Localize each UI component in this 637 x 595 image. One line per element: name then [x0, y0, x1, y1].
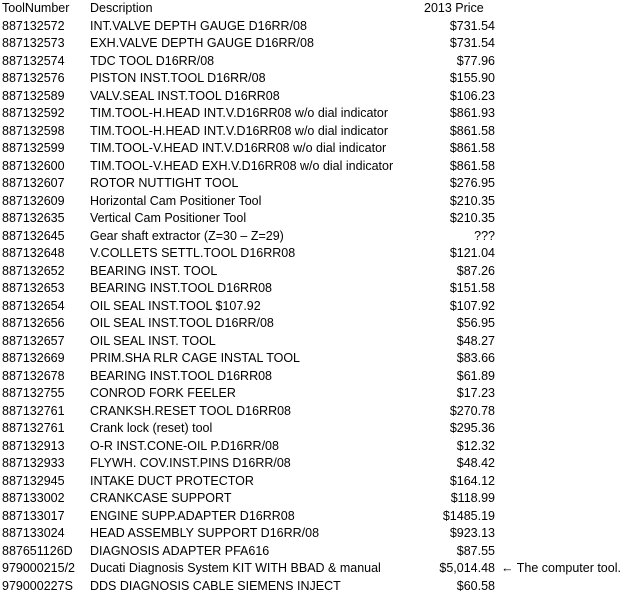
- table-row: [0, 490, 637, 508]
- description-cell: FLYWH. COV.INST.PINS D16RR/08: [90, 455, 291, 473]
- tool-number-cell: 887132592: [2, 105, 65, 123]
- price-cell: $56.95: [457, 315, 495, 333]
- header-tool-number: ToolNumber: [2, 0, 69, 18]
- price-cell: $48.27: [457, 333, 495, 351]
- price-cell: $106.23: [450, 88, 495, 106]
- price-cell: $731.54: [450, 35, 495, 53]
- description-cell: ROTOR NUTTIGHT TOOL: [90, 175, 238, 193]
- tool-number-cell: 887132598: [2, 123, 65, 141]
- description-cell: BEARING INST.TOOL D16RR08: [90, 280, 272, 298]
- price-cell: ???: [474, 228, 495, 246]
- description-cell: CRANKCASE SUPPORT: [90, 490, 231, 508]
- tool-number-cell: 887132933: [2, 455, 65, 473]
- description-cell: DIAGNOSIS ADAPTER PFA616: [90, 543, 269, 561]
- table-row: [0, 263, 637, 281]
- description-cell: TIM.TOOL-H.HEAD INT.V.D16RR08 w/o dial indicator: [90, 123, 388, 141]
- description-cell: OIL SEAL INST.TOOL D16RR/08: [90, 315, 274, 333]
- table-row: [0, 315, 637, 333]
- description-cell: TDC TOOL D16RR/08: [90, 53, 214, 71]
- description-cell: OIL SEAL INST.TOOL $107.92: [90, 298, 261, 316]
- tool-number-cell: 979000227S: [2, 578, 73, 595]
- tool-number-cell: 887651126D: [2, 543, 73, 561]
- table-row: [0, 455, 637, 473]
- tool-number-cell: 887132609: [2, 193, 65, 211]
- price-cell: $118.99: [451, 490, 495, 508]
- table-row: [0, 123, 637, 141]
- table-row: [0, 35, 637, 53]
- price-cell: $270.78: [450, 403, 495, 421]
- tool-number-cell: 887132761: [2, 420, 65, 438]
- table-row: [0, 350, 637, 368]
- tool-number-cell: 887132669: [2, 350, 65, 368]
- price-cell: $83.66: [457, 350, 495, 368]
- table-row: [0, 333, 637, 351]
- table-row: [0, 403, 637, 421]
- table-row: [0, 543, 637, 561]
- price-cell: $107.92: [450, 298, 495, 316]
- tool-number-cell: 887132652: [2, 263, 65, 281]
- description-cell: INT.VALVE DEPTH GAUGE D16RR/08: [90, 18, 307, 36]
- price-cell: $861.58: [450, 158, 495, 176]
- table-row: [0, 368, 637, 386]
- table-row: [0, 210, 637, 228]
- description-cell: O-R INST.CONE-OIL P.D16RR/08: [90, 438, 279, 456]
- tool-number-cell: 887132945: [2, 473, 65, 491]
- tool-number-cell: 887132657: [2, 333, 65, 351]
- price-cell: $87.55: [457, 543, 495, 561]
- description-cell: HEAD ASSEMBLY SUPPORT D16RR/08: [90, 525, 319, 543]
- table-row: [0, 473, 637, 491]
- table-row: [0, 105, 637, 123]
- description-cell: OIL SEAL INST. TOOL: [90, 333, 216, 351]
- tool-number-cell: 887133017: [2, 508, 65, 526]
- tool-number-cell: 887132653: [2, 280, 65, 298]
- price-cell: $731.54: [450, 18, 495, 36]
- tool-number-cell: 887132589: [2, 88, 65, 106]
- tool-number-cell: 887133002: [2, 490, 65, 508]
- description-cell: Horizontal Cam Positioner Tool: [90, 193, 261, 211]
- tool-number-cell: 887132761: [2, 403, 65, 421]
- tool-number-cell: 887132576: [2, 70, 65, 88]
- description-cell: INTAKE DUCT PROTECTOR: [90, 473, 254, 491]
- price-cell: $861.58: [450, 140, 495, 158]
- description-cell: BEARING INST.TOOL D16RR08: [90, 368, 272, 386]
- tool-number-cell: 887132656: [2, 315, 65, 333]
- table-row: [0, 508, 637, 526]
- price-cell: $48.42: [457, 455, 495, 473]
- table-row: [0, 578, 637, 595]
- tool-number-cell: 887132654: [2, 298, 65, 316]
- description-cell: BEARING INST. TOOL: [90, 263, 217, 281]
- table-row: [0, 525, 637, 543]
- tool-number-cell: 887132635: [2, 210, 65, 228]
- table-row: [0, 420, 637, 438]
- description-cell: CRANKSH.RESET TOOL D16RR08: [90, 403, 291, 421]
- tool-number-cell: 887132607: [2, 175, 65, 193]
- description-cell: TIM.TOOL-H.HEAD INT.V.D16RR08 w/o dial indicator: [90, 105, 388, 123]
- table-row: [0, 385, 637, 403]
- table-row: [0, 18, 637, 36]
- price-cell: $861.93: [450, 105, 495, 123]
- price-cell: $5,014.48: [439, 560, 495, 578]
- tool-number-cell: 887132600: [2, 158, 65, 176]
- description-cell: Crank lock (reset) tool: [90, 420, 212, 438]
- price-cell: $923.13: [450, 525, 495, 543]
- description-cell: TIM.TOOL-V.HEAD EXH.V.D16RR08 w/o dial indicator: [90, 158, 393, 176]
- annotation-note: ← The computer tool.: [501, 560, 621, 578]
- tool-number-cell: 979000215/2: [2, 560, 75, 578]
- description-cell: ENGINE SUPP.ADAPTER D16RR08: [90, 508, 295, 526]
- tool-number-cell: 887132645: [2, 228, 65, 246]
- price-cell: $17.23: [457, 385, 495, 403]
- price-cell: $12.32: [457, 438, 495, 456]
- table-row: [0, 438, 637, 456]
- table-row: [0, 245, 637, 263]
- price-cell: $77.96: [457, 53, 495, 71]
- table-row: [0, 298, 637, 316]
- price-cell: $164.12: [450, 473, 495, 491]
- tool-number-cell: 887132913: [2, 438, 65, 456]
- table-row: [0, 158, 637, 176]
- table-row: [0, 53, 637, 71]
- tool-number-cell: 887132755: [2, 385, 65, 403]
- price-cell: $151.58: [450, 280, 495, 298]
- price-cell: $121.04: [450, 245, 495, 263]
- header-row: [0, 0, 637, 18]
- description-cell: VALV.SEAL INST.TOOL D16RR08: [90, 88, 280, 106]
- tool-number-cell: 887133024: [2, 525, 65, 543]
- description-cell: Gear shaft extractor (Z=30 – Z=29): [90, 228, 284, 246]
- tool-number-cell: 887132678: [2, 368, 65, 386]
- table-row: [0, 70, 637, 88]
- description-cell: V.COLLETS SETTL.TOOL D16RR08: [90, 245, 295, 263]
- table-row: [0, 228, 637, 246]
- header-price: 2013 Price: [424, 0, 484, 18]
- price-cell: $61.89: [457, 368, 495, 386]
- table-row: [0, 88, 637, 106]
- description-cell: CONROD FORK FEELER: [90, 385, 236, 403]
- tool-number-cell: 887132572: [2, 18, 65, 36]
- table-row: [0, 193, 637, 211]
- price-cell: $1485.19: [443, 508, 495, 526]
- price-cell: $210.35: [450, 210, 495, 228]
- tool-number-cell: 887132573: [2, 35, 65, 53]
- price-cell: $295.36: [450, 420, 495, 438]
- table-row: [0, 280, 637, 298]
- price-cell: $155.90: [450, 70, 495, 88]
- tool-number-cell: 887132574: [2, 53, 65, 71]
- price-cell: $210.35: [450, 193, 495, 211]
- table-row: [0, 560, 637, 578]
- price-cell: $60.58: [457, 578, 495, 595]
- header-description: Description: [90, 0, 153, 18]
- table-row: [0, 140, 637, 158]
- price-cell: $276.95: [450, 175, 495, 193]
- description-cell: Ducati Diagnosis System KIT WITH BBAD & manual: [90, 560, 381, 578]
- tool-number-cell: 887132599: [2, 140, 65, 158]
- description-cell: DDS DIAGNOSIS CABLE SIEMENS INJECT: [90, 578, 341, 595]
- table-row: [0, 175, 637, 193]
- description-cell: PRIM.SHA RLR CAGE INSTAL TOOL: [90, 350, 300, 368]
- price-cell: $861.58: [450, 123, 495, 141]
- description-cell: TIM.TOOL-V.HEAD INT.V.D16RR08 w/o dial indicator: [90, 140, 386, 158]
- tool-number-cell: 887132648: [2, 245, 65, 263]
- description-cell: PISTON INST.TOOL D16RR/08: [90, 70, 266, 88]
- description-cell: Vertical Cam Positioner Tool: [90, 210, 246, 228]
- description-cell: EXH.VALVE DEPTH GAUGE D16RR/08: [90, 35, 314, 53]
- price-cell: $87.26: [457, 263, 495, 281]
